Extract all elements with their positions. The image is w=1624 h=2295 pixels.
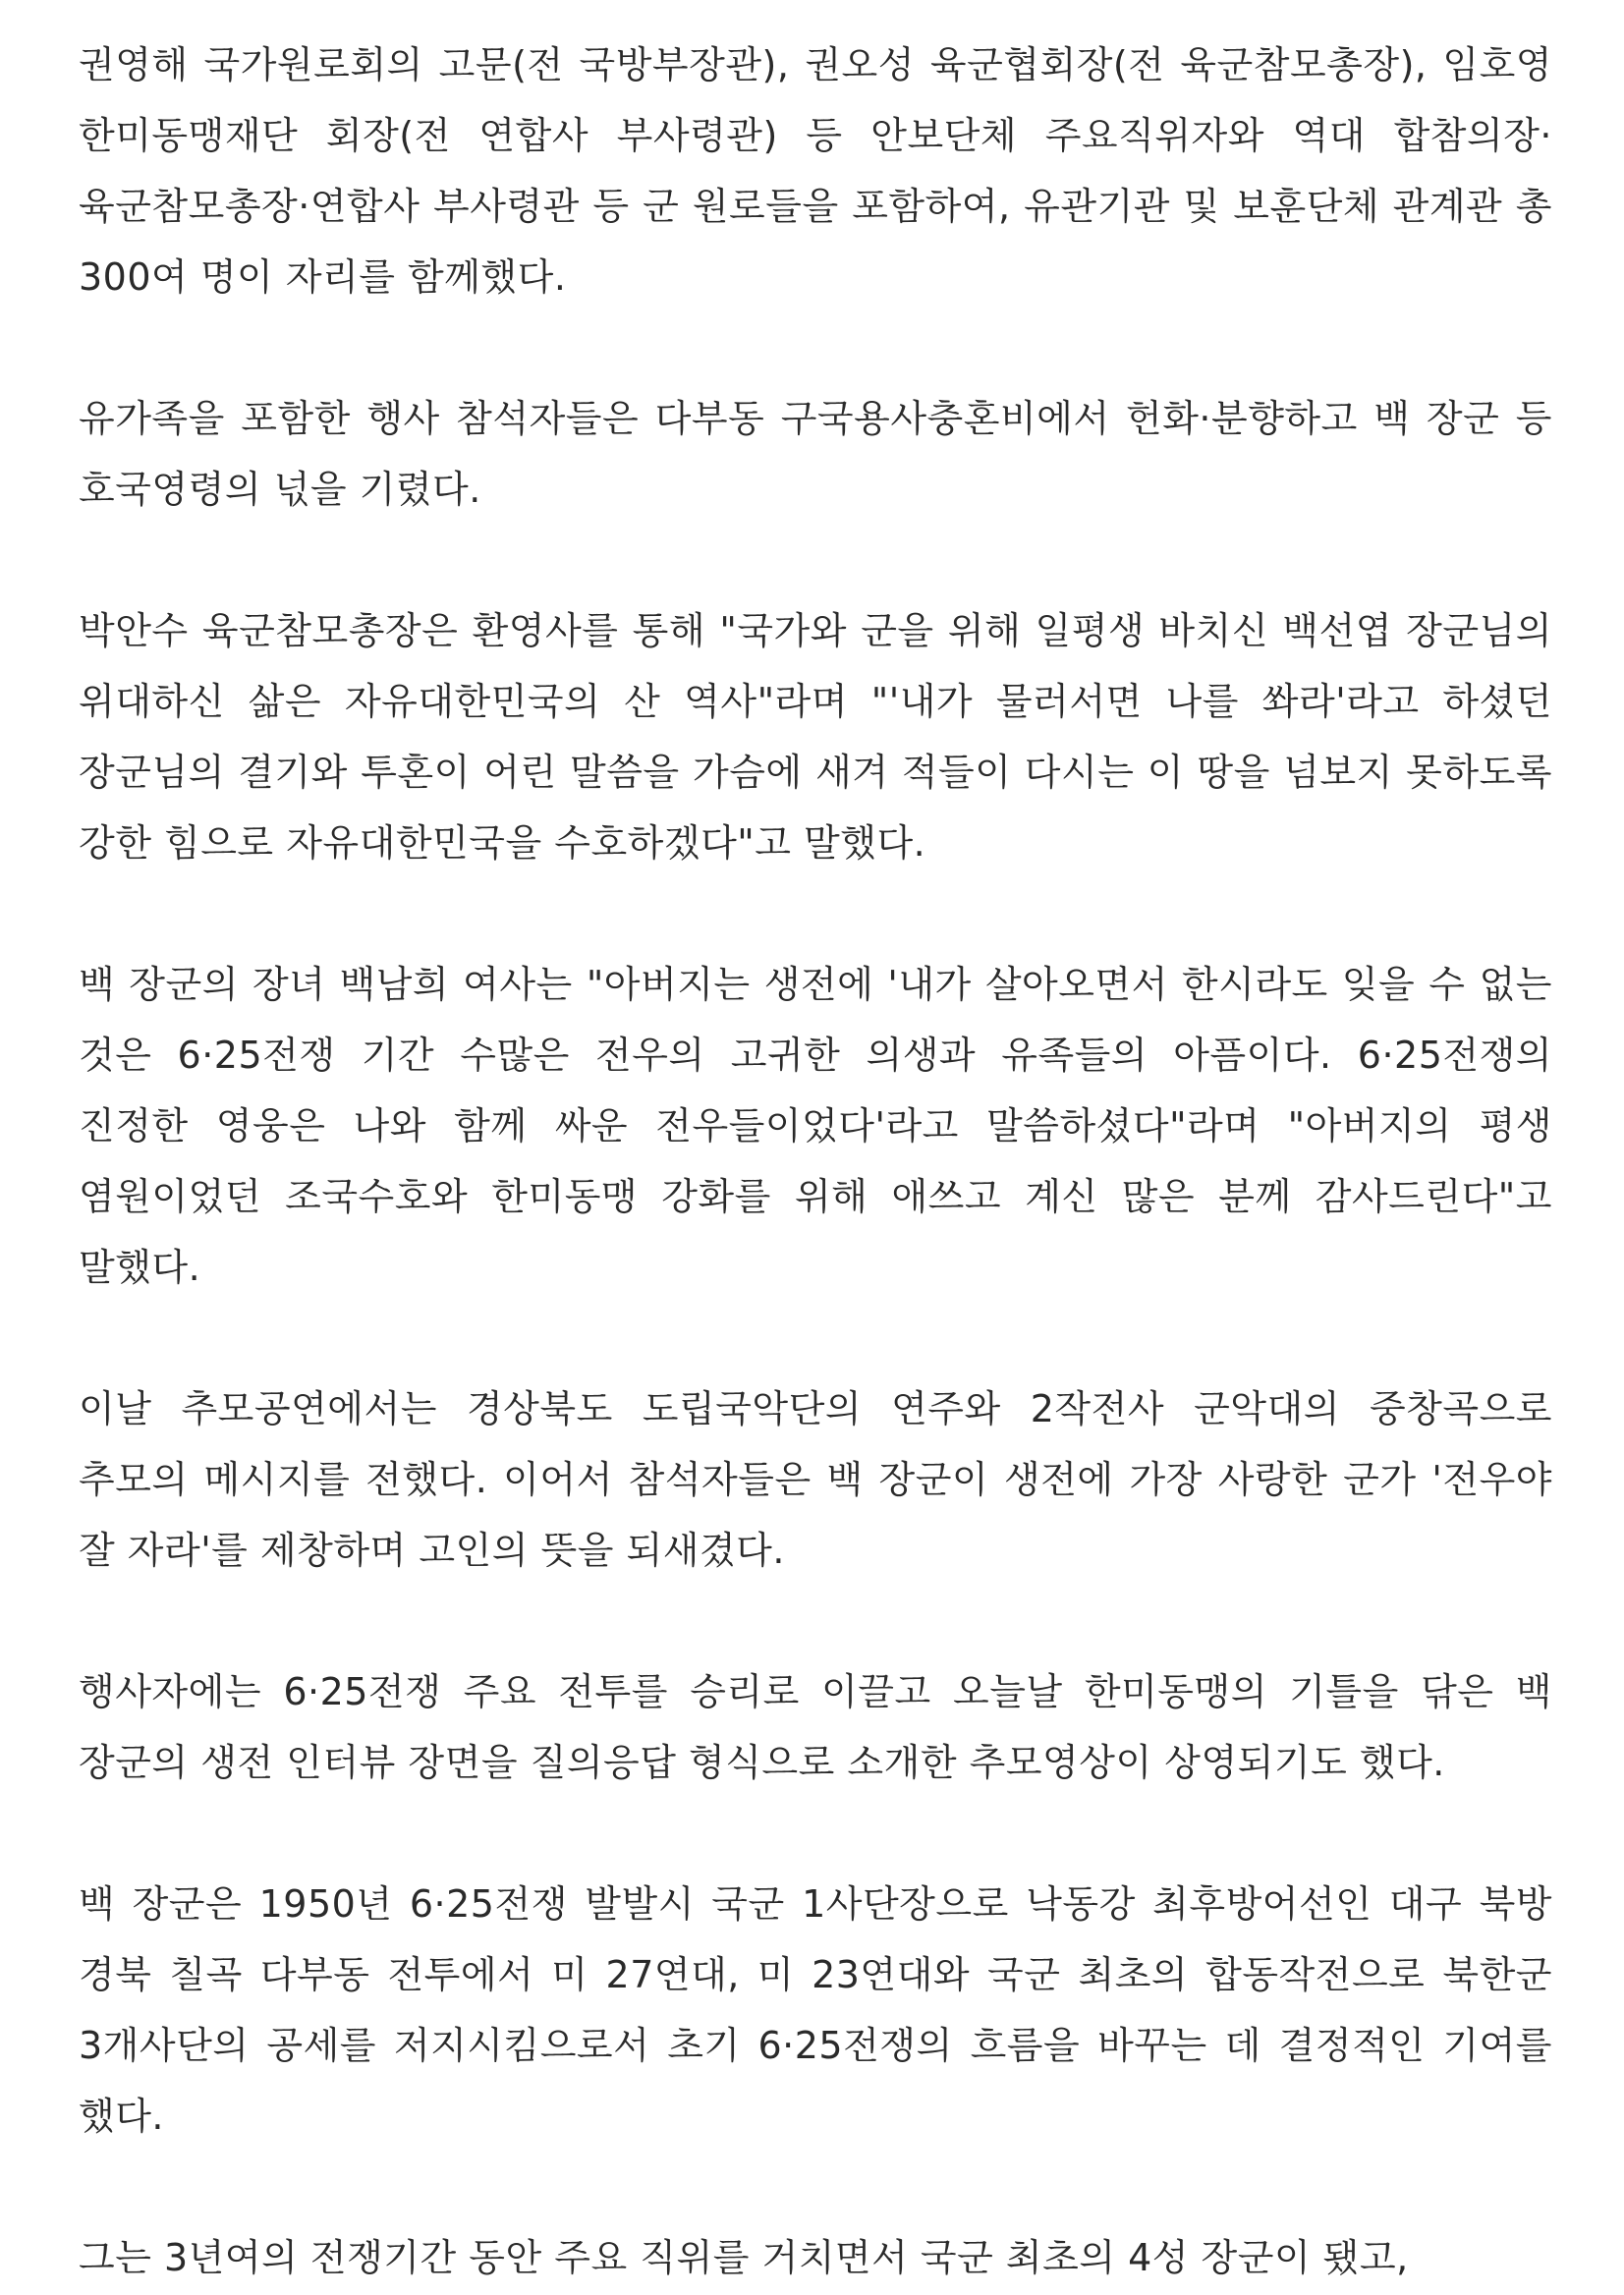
paragraph-memorial-performance: 이날 추모공연에서는 경상북도 도립국악단의 연주와 2작전사 군악대의 중창곡으로 추모의 메시지를 전했다. 이어서 참석자들은 백 장군이 생전에 가장 사랑한 군가 '전우야 잘 자라'를 제창하며 고인의 뜻을 되새겼다. bbox=[79, 1387, 1552, 1572]
article-body bbox=[79, 29, 1552, 2293]
paragraph-four-star-general: 그는 3년여의 전쟁기간 동안 주요 직위를 거치면서 국군 최초의 4성 장군이 됐고, bbox=[79, 2236, 1409, 2279]
paragraph-attendees: 권영해 국가원로회의 고문(전 국방부장관), 권오성 육군협회장(전 육군참모총장), 임호영 한미동맹재단 회장(전 연합사 부사령관) 등 안보단체 주요직위자와 역대 합참의장·육군참모총장·연합사 부사령관 등 군 원로들을 포함하여, 유관기관 및 보훈단체 관계관 총 300여 명이 자리를 함께했다. bbox=[79, 43, 1552, 299]
paragraph-memorial-video: 행사자에는 6·25전쟁 주요 전투를 승리로 이끌고 오늘날 한미동맹의 기틀을 닦은 백 장군의 생전 인터뷰 장면을 질의응답 형식으로 소개한 추모영상이 상영되기도 했다. bbox=[79, 1670, 1552, 1784]
paragraph-daughter-speech: 백 장군의 장녀 백남희 여사는 "아버지는 생전에 '내가 살아오면서 한시라도 잊을 수 없는 것은 6·25전쟁 기간 수많은 전우의 고귀한 의생과 유족들의 아픔이다. 6·25전쟁의 진정한 영웅은 나와 함께 싸운 전우들이었다'라고 말씀하셨다"라며 "아버지의 평생 염원이었던 조국수호와 한미동맹 강화를 위해 애쓰고 계신 많은 분께 감사드린다"고 말했다. bbox=[79, 963, 1552, 1289]
paragraph-dabudong-battle: 백 장군은 1950년 6·25전쟁 발발시 국군 1사단장으로 낙동강 최후방어선인 대구 북방 경북 칠곡 다부동 전투에서 미 27연대, 미 23연대와 국군 최초의 합동작전으로 북한군 3개사단의 공세를 저지시킴으로서 초기 6·25전쟁의 흐름을 바꾸는 데 결정적인 기여를 했다. bbox=[79, 1882, 1552, 2138]
paragraph-chief-of-staff-speech: 박안수 육군참모총장은 환영사를 통해 "국가와 군을 위해 일평생 바치신 백선엽 장군님의 위대하신 삶은 자유대한민국의 산 역사"라며 "'내가 물러서면 나를 쏴라'라고 하셨던 장군님의 결기와 투혼이 어린 말씀을 가슴에 새겨 적들이 다시는 이 땅을 넘보지 못하도록 강한 힘으로 자유대한민국을 수호하겠다"고 말했다. bbox=[79, 609, 1552, 865]
paragraph-memorial-tribute: 유가족을 포함한 행사 참석자들은 다부동 구국용사충혼비에서 헌화·분향하고 백 장군 등 호국영령의 넋을 기렸다. bbox=[79, 397, 1552, 511]
